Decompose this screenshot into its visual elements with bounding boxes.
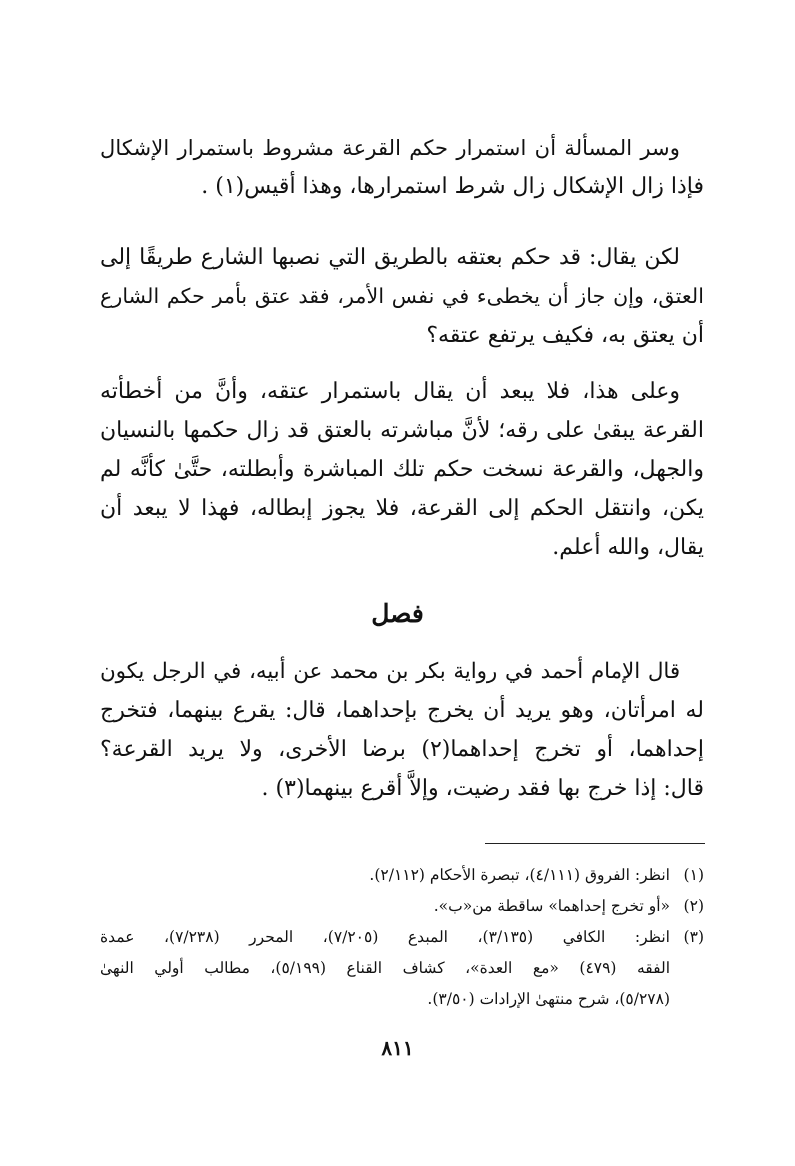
page-number: ٨١١: [381, 1036, 414, 1060]
paragraph-line: يقال، والله أعلم.: [552, 535, 704, 560]
paragraph-line: قال الإمام أحمد في رواية بكر بن محمد عن أبيه، في الرجل يكون: [100, 659, 680, 684]
section-paragraph: [100, 652, 704, 808]
footnote-line: انظر: الفروق (٤/١١١)، تبصرة الأحكام (٢/١١٢).: [369, 866, 670, 884]
footnote-1: [100, 860, 704, 891]
paragraph-line: فإذا زال الإشكال زال شرط استمرارها، وهذا أقيس(١) .: [201, 174, 704, 199]
footnotes: [100, 860, 704, 1015]
paragraph-line: وعلى هذا، فلا يبعد أن يقال باستمرار عتقه، وأنَّ من أخطأته: [100, 379, 680, 404]
footnote-divider: [485, 843, 705, 844]
footnote-line: انظر: الكافي (٣/١٣٥)، المبدع (٧/٢٠٥)، المحرر (٧/٢٣٨)، عمدة: [100, 928, 670, 946]
footnote-line: (٥/٢٧٨)، شرح منتهىٰ الإرادات (٣/٥٠).: [427, 990, 670, 1008]
paragraph-line: والجهل، والقرعة نسخت حكم تلك المباشرة وأبطلته، حتَّىٰ كأنَّه لم: [100, 457, 704, 482]
footnote-number: (١): [683, 866, 704, 884]
paragraph-line: لكن يقال: قد حكم بعتقه بالطريق التي نصبها الشارع طريقًا إلى: [100, 245, 680, 270]
footnote-line: «أو تخرج إحداهما» ساقطة من«ب».: [433, 897, 670, 915]
footnote-number: (٢): [683, 897, 704, 915]
paragraph-line: القرعة يبقىٰ على رقه؛ لأنَّ مباشرته بالعتق قد زال حكمها بالنسيان: [100, 418, 704, 443]
paragraph-1: [100, 128, 704, 206]
footnote-3: [100, 922, 704, 1015]
paragraph-line: أن يعتق به، فكيف يرتفع عتقه؟: [426, 323, 704, 348]
paragraph-line: العتق، وإن جاز أن يخطىء في نفس الأمر، فقد عتق بأمر حكم الشارع: [100, 284, 704, 308]
footnote-number: (٣): [683, 928, 704, 946]
paragraph-line: وسر المسألة أن استمرار حكم القرعة مشروط باستمرار الإشكال: [100, 135, 680, 160]
footnote-2: [100, 891, 704, 922]
paragraph-line: إحداهما، أو تخرج إحداهما(٢) برضا الأخرى، ولا يريد القرعة؟: [100, 737, 704, 762]
paragraph-line: له امرأتان، وهو يريد أن يخرج بإحداهما، قال: يقرع بينهما، فتخرج: [100, 698, 704, 723]
paragraph-2: [100, 238, 704, 355]
section-title: فصل: [371, 599, 424, 628]
paragraph-line: قال: إذا خرج بها فقد رضيت، وإلاَّ أقرع بينهما(٣) .: [261, 776, 704, 801]
paragraph-line: يكن، وانتقل الحكم إلى القرعة، فلا يجوز إبطاله، فهذا لا يبعد أن: [100, 496, 704, 521]
paragraph-3: [100, 372, 704, 567]
footnote-line: الفقه (٤٧٩) «مع العدة»، كشاف القناع (٥/١٩٩)، مطالب أولي النهىٰ: [100, 959, 670, 977]
